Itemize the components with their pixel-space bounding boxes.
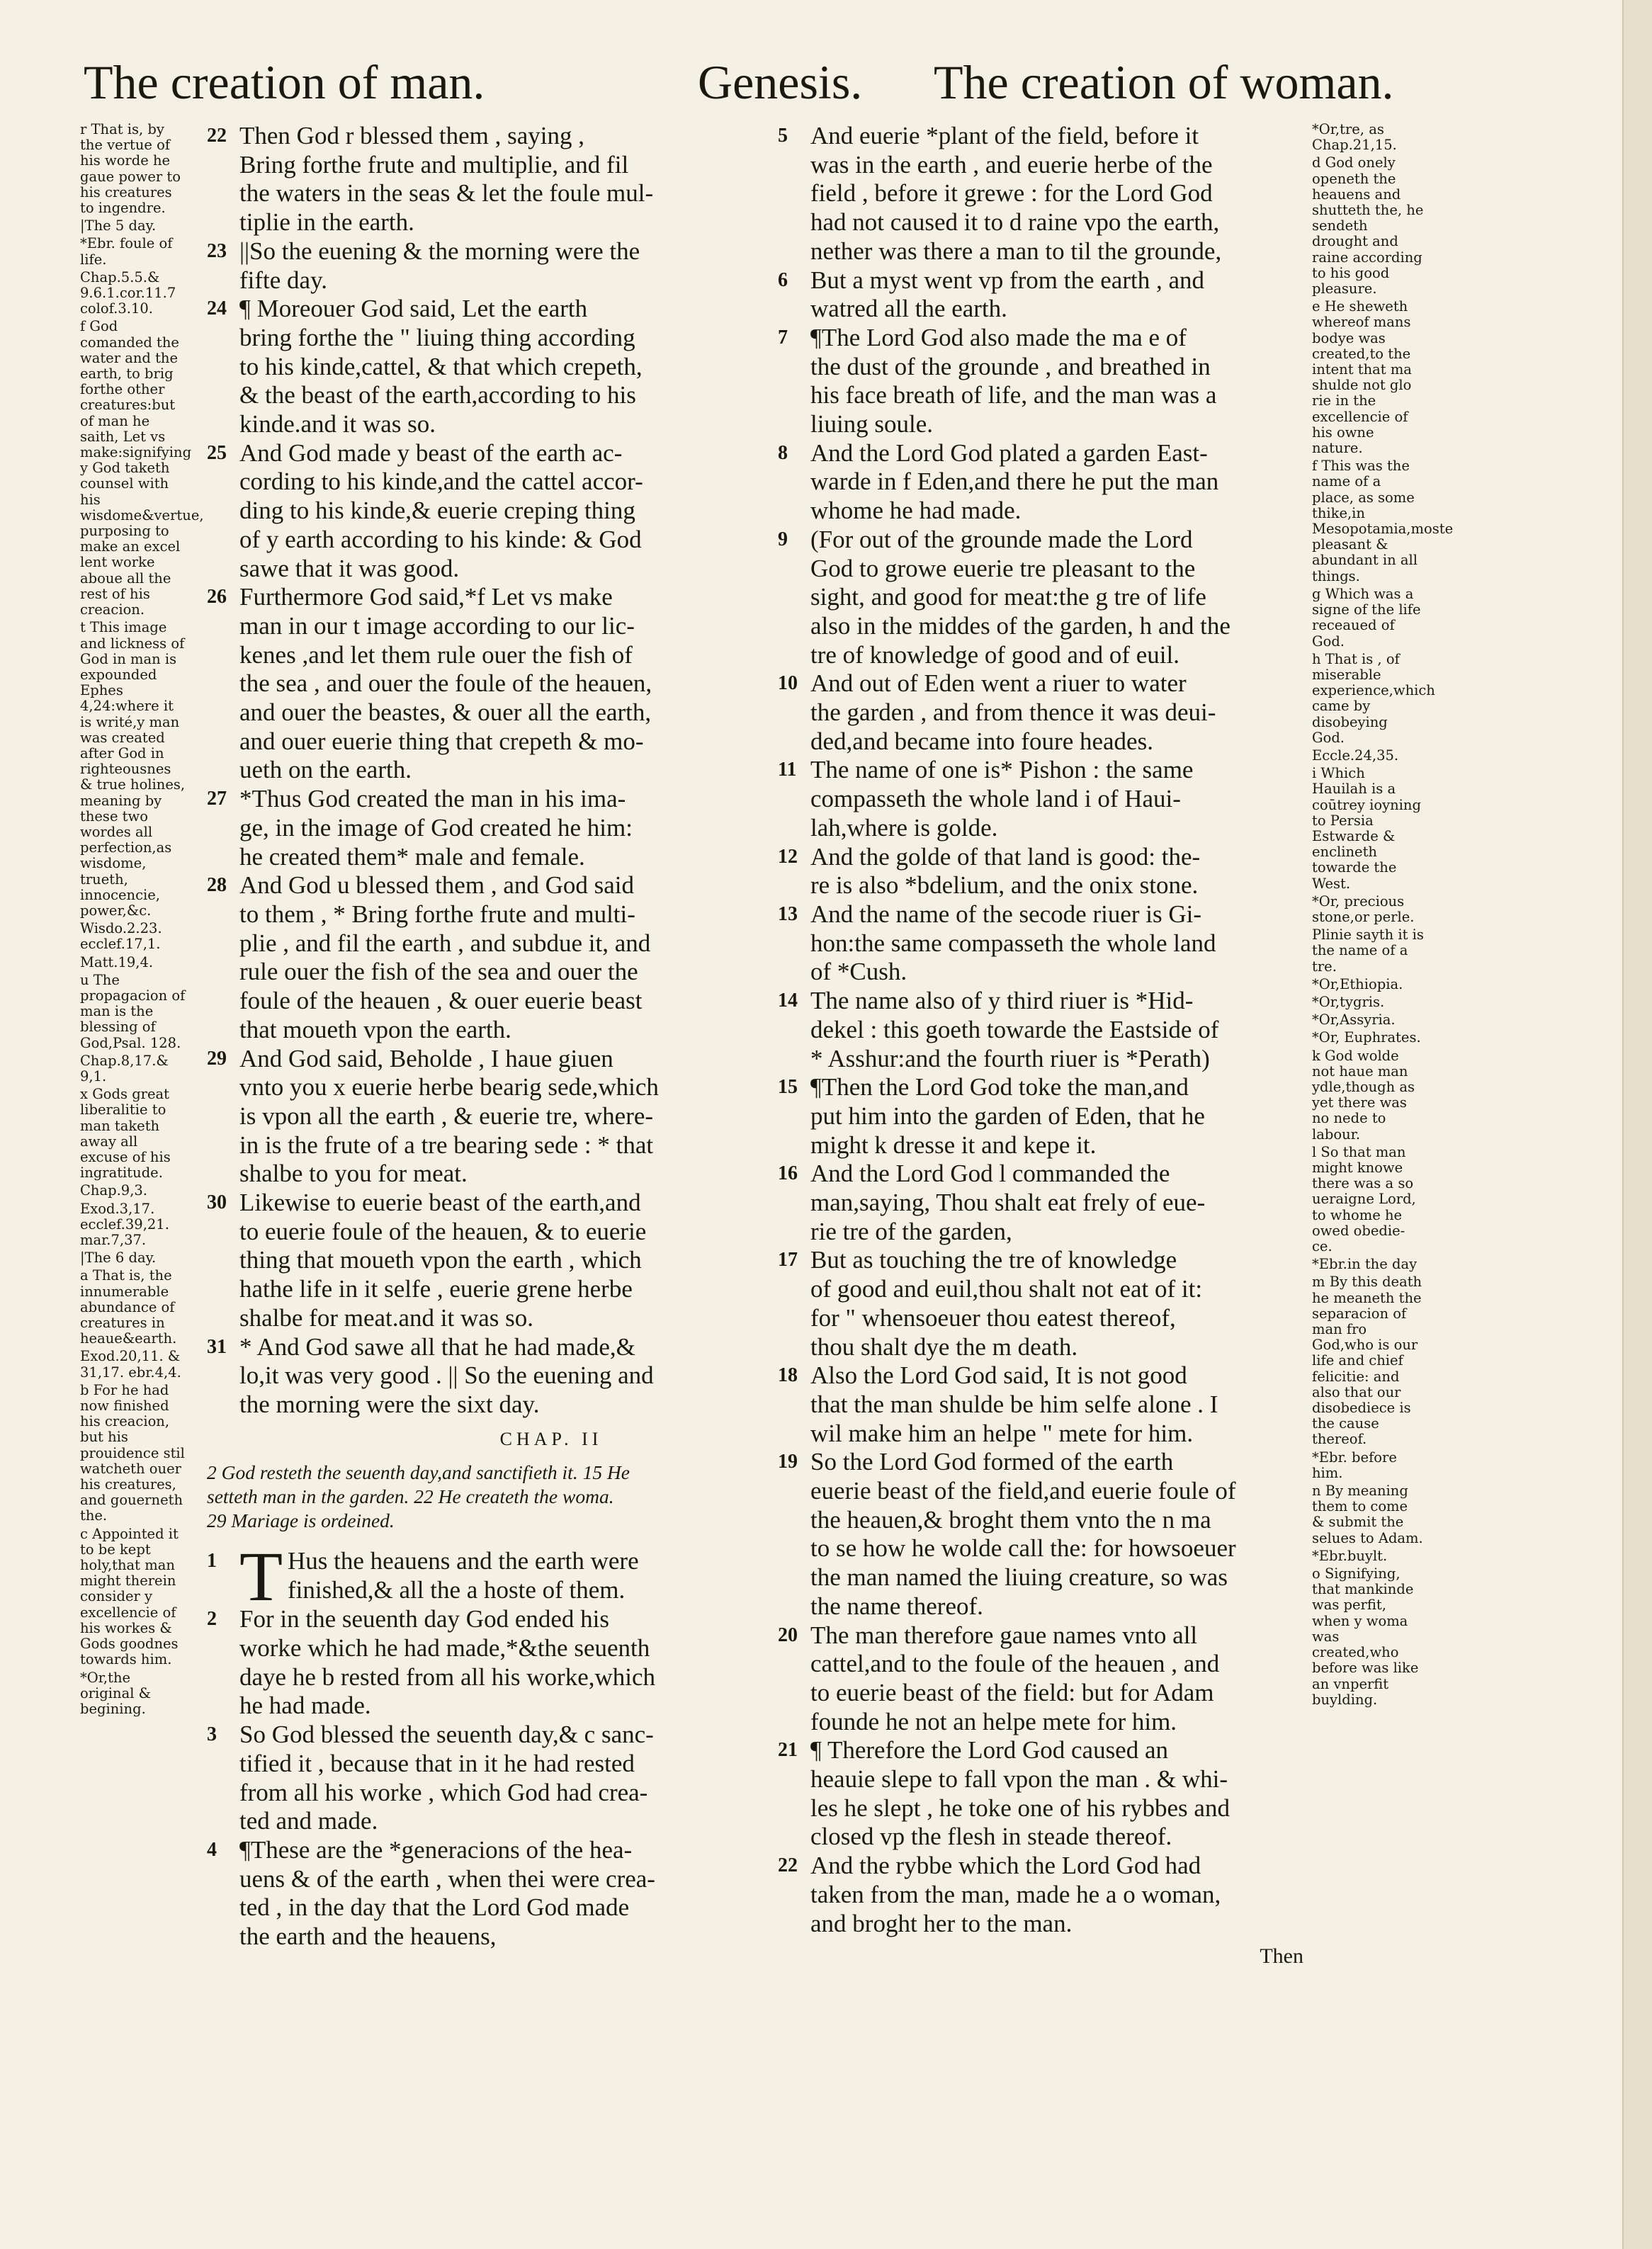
verse — [778, 1073, 1311, 1160]
margin-note: *Ebr.in the day — [1312, 1256, 1418, 1273]
verse-number: 25 — [207, 441, 227, 464]
verse-number: 30 — [207, 1191, 227, 1214]
verse-number: 9 — [778, 528, 788, 550]
verse-number: 31 — [207, 1335, 227, 1358]
verse-number: 12 — [778, 845, 798, 868]
margin-note: d God onely openeth the heauens and shutteth the, he sendeth drought and raine according to his good pleasure. — [1312, 154, 1424, 298]
verse-text: And God u blessed them , and God said to them , * Bring forthe frute and multi- plie , and fil the earth , and subdue it, and rule ouer the fish of the sea and ouer the foule of the heauen , & ouer euerie beast that moueth vpon the earth. — [239, 871, 651, 1043]
verse-number: 11 — [778, 759, 797, 781]
verse-text: So God blessed the seuenth day,& c sanc- tified it , because that in it he had rested from all his worke , which God had crea- ted and made. — [239, 1721, 654, 1835]
verse-text: And euerie *plant of the field, before it was in the earth , and euerie herbe of the field , before it grewe : for the Lord God had not caused it to d raine vpo the earth, nether was there a man to til the grounde, — [810, 122, 1222, 265]
verses-column-2 — [778, 122, 1311, 1938]
drop-capital: T — [239, 1537, 283, 1616]
verse — [207, 1721, 782, 1836]
verse-text: *Thus God created the man in his ima- ge, in the image of God created he him: he created them* male and female. — [239, 785, 633, 871]
verse-number: 8 — [778, 441, 788, 464]
margin-note: k God wolde not haue man ydle,though as yet there was no nede to labour. — [1312, 1047, 1415, 1143]
margin-note: *Or,Assyria. — [1312, 1012, 1396, 1029]
text-column-2 — [778, 122, 1311, 1971]
verse-text: So the Lord God formed of the earth euerie beast of the field,and euerie foule of the heauen,& broght them vnto the n ma to se how he wolde call the: for howsoeuer the man named the liuing creature, so was the name thereof. — [810, 1448, 1236, 1620]
verse-text: And God said, Beholde , I haue giuen vnto you x euerie herbe bearig sede,which is vpon all the earth , & euerie tre, where- in is the frute of a tre bearing sede : * that shalbe to you for meat. — [239, 1044, 659, 1188]
margin-note: l So that man might knowe there was a so ueraigne Lord, to whome he owed obedie-ce. — [1312, 1143, 1416, 1255]
verse-text: The name of one is* Pishon : the same compasseth the whole land i of Haui- lah,where is golde. — [810, 756, 1194, 842]
margin-note: *Ebr.buylt. — [1312, 1547, 1388, 1564]
verse-number: 4 — [207, 1838, 217, 1861]
margin-note: *Or,the original & begining. — [80, 1669, 151, 1717]
verses-chapter-1 — [207, 122, 782, 1420]
verse-text: And the Lord God l commanded the man,saying, Thou shalt eat frely of eue- rie tre of the garden, — [810, 1160, 1206, 1245]
margin-note: Eccle.24,35. — [1312, 747, 1399, 764]
verse-text: The name also of y third riuer is *Hid- dekel : this goeth towarde the Eastside of * Asshur:and the fourth riuer is *Perath) — [810, 987, 1219, 1072]
verse-text: * And God sawe all that he had made,& lo,it was very good . || So the euening and the morning were the sixt day. — [239, 1332, 654, 1418]
verse-text: Then God r blessed them , saying , Bring forthe frute and multiplie, and fil the waters in the seas & let the foule mul- tiplie in the earth. — [239, 122, 654, 237]
verse-number: 7 — [778, 326, 788, 349]
verse-number: 28 — [207, 874, 227, 897]
margin-note: t This image and lickness of God in man is expounded Ephes 4,24:where it is writé,y man was created after God in righteousnes & true holines, meaning by these two wordes all perfection,as wisdome, trueth, innocencie, power,&c. — [80, 619, 186, 919]
margin-note: f God comanded the water and the earth, to brig forthe other creatures:but of man he saith, Let vs make:signifying y God taketh counsel with his wisdome&vertue, purposing to make an excel lent worke aboue all the rest of his creacion. — [80, 318, 204, 618]
margin-note: *Ebr. foule of life. — [80, 235, 173, 268]
left-margin-notes — [80, 121, 204, 1719]
verse — [778, 1160, 1311, 1246]
verse-text: And God made y beast of the earth ac- cording to his kinde,and the cattel accor- ding to his kinde,& euerie creping thing of y earth according to his kinde: & God sawe that it was good. — [239, 438, 643, 582]
margin-note: o Signifying, that mankinde was perfit, when y woma was created,who before was like an vnperfit buylding. — [1312, 1565, 1419, 1708]
verse-text: ¶Then the Lord God toke the man,and put him into the garden of Eden, that he might k dresse it and kepe it. — [810, 1073, 1205, 1159]
verse-text: Also the Lord God said, It is not good that the man shulde be him selfe alone . I wil make him an helpe " mete for him. — [810, 1361, 1218, 1447]
verse — [207, 439, 782, 584]
verse-number: 1 — [207, 1550, 217, 1573]
verse-text — [239, 1537, 782, 1616]
verse — [778, 669, 1311, 756]
margin-note: i Which Hauilah is a coūtrey ioyning to Persia Estwarde & enclineth towarde the West. — [1312, 765, 1421, 892]
running-head-right: The creation of woman. — [934, 55, 1394, 109]
margin-note: m By this death he meaneth the separacion of man fro God,who is our life and chief felicitie: and also that our disobediece is the cause thereof. — [1312, 1274, 1422, 1448]
margin-note: *Ebr. before him. — [1312, 1449, 1397, 1481]
verse — [778, 439, 1311, 526]
verse — [778, 843, 1311, 900]
verse-text: ¶The Lord God also made the ma e of the dust of the grounde , and breathed in his face breath of life, and the man was a liuing soule. — [810, 323, 1217, 438]
verse-number: 2 — [207, 1608, 217, 1631]
margin-note: *Or,tre, as Chap.21,15. — [1312, 121, 1397, 154]
verse — [778, 1852, 1311, 1938]
margin-note: Plinie sayth it is the name of a tre. — [1312, 927, 1424, 975]
verse-text: ¶ Therefore the Lord God caused an heauie slepe to fall vpon the man . & whi- les he slept , he toke one of his rybbes and closed vp the flesh in steade thereof. — [810, 1736, 1230, 1851]
verse-text: But a myst went vp from the earth , and watred all the earth. — [810, 266, 1204, 323]
margin-note: f This was the name of a place, as some thike,in Mesopotamia,moste pleasant & abundant in all things. — [1312, 458, 1454, 584]
verse-number: 27 — [207, 788, 227, 810]
verse — [778, 1736, 1311, 1852]
verse-text: But as touching the tre of knowledge of good and euil,thou shalt not eat of it: for " whensoeuer thou eatest thereof, thou shalt dye the m death. — [810, 1246, 1203, 1361]
page-binding-edge — [1622, 0, 1652, 2249]
verse — [778, 756, 1311, 842]
verse-number: 21 — [778, 1739, 798, 1762]
margin-note: Chap.5.5.& 9.6.1.cor.11.7 colof.3.10. — [80, 268, 176, 317]
verse-text: The man therefore gaue names vnto all cattel,and to the foule of the heauen , and to euerie beast of the field: but for Adam founde he not an helpe mete for him. — [810, 1621, 1220, 1735]
verse — [778, 122, 1311, 266]
verse — [778, 1246, 1311, 1361]
verse-number: 22 — [778, 1854, 798, 1877]
verse — [778, 266, 1311, 324]
text-column-1 — [207, 122, 782, 1951]
margin-note: h That is , of miserable experience,which came by disobeying God. — [1312, 650, 1435, 746]
verse — [207, 122, 782, 237]
verse — [778, 1361, 1311, 1448]
margin-note: c Appointed it to be kept holy,that man might therein consider y excellencie of his workes & Gods goodnes towards him. — [80, 1525, 179, 1668]
margin-note: e He sheweth whereof mans bodye was created,to the intent that ma shulde not glo rie in the excellencie of his owne nature. — [1312, 298, 1412, 457]
verse — [778, 987, 1311, 1073]
margin-note: Matt.19,4. — [80, 953, 154, 970]
verse-number: 18 — [778, 1364, 798, 1387]
margin-note: u The propagacion of man is the blessing of God,Psal. 128. — [80, 971, 186, 1051]
margin-note: g Which was a signe of the life receaued of God. — [1312, 585, 1421, 650]
chapter-argument: 2 God resteth the seuenth day,and sanctifieth it. 15 He setteth man in the garden. 22 He createth the woma. 29 Mariage is ordeined. — [207, 1461, 630, 1532]
verse-text: (For out of the grounde made the Lord God to growe euerie tre pleasant to the sight, and good for meat:the g tre of life also in the middes of the garden, h and the tre of knowledge of good and of euil. — [810, 525, 1230, 669]
chapter-heading: CHAP. II — [499, 1428, 603, 1449]
verse-number: 3 — [207, 1723, 217, 1746]
margin-note: b For he had now finished his creacion, but his prouidence stil watcheth ouer his creatures, and gouerneth the. — [80, 1381, 185, 1524]
margin-note: Exod.3,17. ecclef.39,21. mar.7,37. — [80, 1200, 169, 1249]
verse-number: 14 — [778, 990, 798, 1012]
verse-number: 26 — [207, 586, 227, 608]
verse — [207, 295, 782, 439]
verses-chapter-2 — [207, 1605, 782, 1951]
margin-note: |The 5 day. — [80, 217, 157, 234]
verse — [207, 1333, 782, 1420]
verse — [207, 1537, 782, 1616]
verse-text: ¶ Moreouer God said, Let the earth bring forthe the " liuing thing according to his kinde,cattel, & that which crepeth, & the beast of the earth,according to his kinde.and it was so. — [239, 295, 643, 438]
verse — [207, 871, 782, 1044]
verse — [207, 1045, 782, 1189]
margin-note: Wisdo.2.23. ecclef.17,1. — [80, 920, 162, 953]
margin-note: x Gods great liberalitie to man taketh away all excuse of his ingratitude. — [80, 1086, 171, 1182]
verse-text: And the golde of that land is good: the- re is also *bdelium, and the onix stone. — [810, 842, 1201, 900]
verse-text: And the name of the secode riuer is Gi- hon:the same compasseth the whole land of *Cush. — [810, 900, 1216, 986]
catchword: Then — [1260, 1944, 1303, 1968]
verse-text: And the rybbe which the Lord God had taken from the man, made he a o woman, and broght her to the man. — [810, 1852, 1221, 1937]
margin-note: a That is, the innumerable abundance of creatures in heaue&earth. — [80, 1267, 177, 1347]
margin-note: Chap.9,3. — [80, 1182, 147, 1199]
verse-number: 17 — [778, 1249, 798, 1271]
verse — [778, 900, 1311, 987]
verse-text: ¶These are the *generacions of the hea- uens & of the earth , when thei were crea- ted , in the day that the Lord God made the earth and the heauens, — [239, 1835, 655, 1951]
verse-text: For in the seuenth day God ended his worke which he had made,*&the seuenth daye he b rested from all his worke,which he had made. — [239, 1605, 656, 1720]
margin-note: n By meaning them to come & submit the selues to Adam. — [1312, 1483, 1423, 1546]
verse — [207, 1189, 782, 1333]
verse — [207, 1836, 782, 1951]
margin-note: *Or,Ethiopia. — [1312, 975, 1403, 992]
running-head-left: The creation of man. — [84, 55, 485, 109]
verse-number: 19 — [778, 1451, 798, 1473]
verse-number: 6 — [778, 268, 788, 291]
verse — [207, 237, 782, 295]
verse — [778, 1448, 1311, 1621]
margin-note: Exod.20,11. & 31,17. ebr.4,4. — [80, 1348, 181, 1381]
verse — [207, 1605, 782, 1721]
verse-number: 29 — [207, 1047, 227, 1070]
verse-number: 23 — [207, 239, 227, 262]
verse — [778, 324, 1311, 439]
verse-text: Likewise to euerie beast of the earth,and to euerie foule of the heauen, & to euerie thing that moueth vpon the earth , which hathe life in it selfe , euerie grene herbe shalbe for meat.and it was so. — [239, 1189, 647, 1332]
verse — [778, 1621, 1311, 1737]
verse-number: 13 — [778, 902, 798, 925]
verse-text: And out of Eden went a riuer to water the garden , and from thence it was deui- ded,and became into foure heades. — [810, 669, 1216, 755]
verse-number: 24 — [207, 298, 227, 320]
margin-note: Chap.8,17.& 9,1. — [80, 1052, 169, 1084]
verse-number: 10 — [778, 672, 798, 695]
margin-note: |The 6 day. — [80, 1250, 157, 1267]
verse-text: Furthermore God said,*f Let vs make man in our t image according to our lic- kenes ,and let them rule ouer the fish of the sea , and ouer the foule of the heauen, and ouer the beastes, & ouer all the earth, and ouer euerie thing that crepeth & mo- ueth on the earth. — [239, 583, 652, 784]
verse-number: 15 — [778, 1076, 798, 1099]
verse — [207, 785, 782, 871]
verse — [778, 526, 1311, 670]
verse-text: And the Lord God plated a garden East- warde in f Eden,and there he put the man whome he had made. — [810, 438, 1219, 525]
verse-number: 16 — [778, 1162, 798, 1185]
verse-text: ||So the euening & the morning were the fifte day. — [239, 237, 640, 294]
verse-number: 20 — [778, 1624, 798, 1646]
verse-number: 5 — [778, 125, 788, 147]
verse-number: 22 — [207, 125, 227, 147]
running-head-book: Genesis. — [698, 55, 863, 109]
margin-note: *Or, Euphrates. — [1312, 1029, 1421, 1046]
verse — [207, 583, 782, 785]
margin-note: *Or, precious stone,or perle. — [1312, 893, 1415, 925]
margin-note: r That is, by the vertue of his worde he gaue power to his creatures to ingendre. — [80, 121, 181, 217]
verse-body: Hus the heauens and the earth were finished,& all the a hoste of them. — [288, 1547, 639, 1604]
margin-note: *Or,tygris. — [1312, 993, 1385, 1010]
right-margin-notes — [1312, 121, 1454, 1710]
